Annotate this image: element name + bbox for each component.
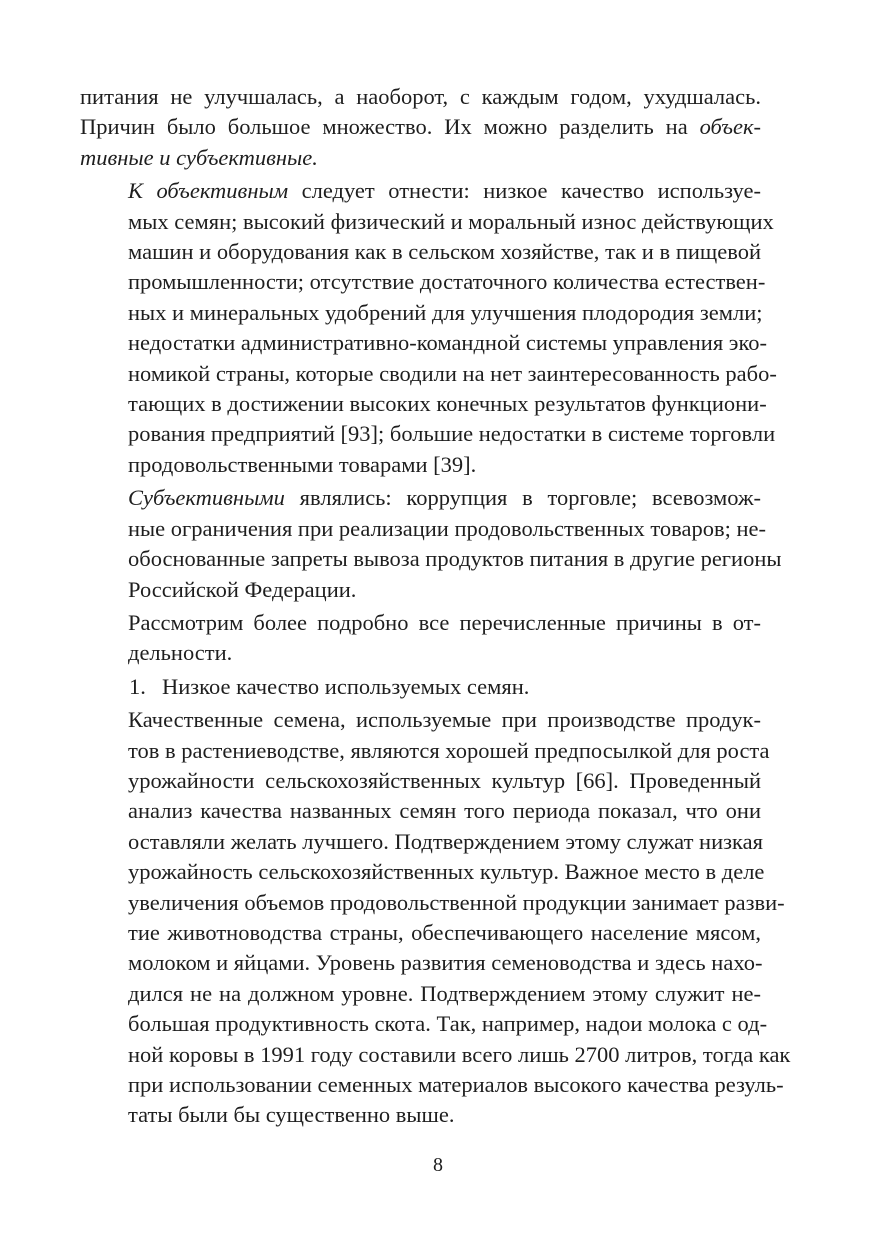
text-line: рования предприятий [93]; большие недостатки в системе торговли <box>128 421 776 447</box>
text-line: дельности. <box>128 640 233 666</box>
text-span: следует отнести: низкое качество используе- <box>288 178 761 204</box>
text-line <box>80 112 761 142</box>
italic-term: объек- <box>699 114 761 140</box>
text-line: ных и минеральных удобрений для улучшения плодородия земли; <box>128 299 763 325</box>
italic-term: К объективным <box>128 178 289 204</box>
text-line: урожайность сельскохозяйственных культур. Важное место в деле <box>128 859 765 885</box>
text-line: при использовании семенных материалов высокого качества резуль- <box>128 1072 784 1097</box>
text-line: урожайности сельскохозяйственных культур [66]. Проведенный <box>128 767 761 793</box>
paragraph-1 <box>80 82 761 173</box>
paragraph-3 <box>80 483 782 605</box>
text-line: питания не улучшалась, а наоборот, с каждым годом, ухудшалась. <box>80 84 761 109</box>
text-line: Российской Федерации. <box>128 576 357 602</box>
text-line: продовольственными товарами [39]. <box>128 451 477 477</box>
text-line: анализ качества названных семян того периода показал, что они <box>128 798 761 824</box>
text-line: недостатки административно-командной системы управления эко- <box>128 330 767 356</box>
text-line: Рассмотрим более подробно все перечисленные причины в от- <box>128 609 761 635</box>
text-line: Качественные семена, используемые при производстве продук- <box>128 707 761 733</box>
text-line: обоснованные запреты вывоза продуктов питания в другие регионы <box>128 546 782 572</box>
body-text <box>80 82 791 1134</box>
text-line <box>80 483 761 513</box>
paragraph-5 <box>80 705 791 1131</box>
text-line: ные ограничения при реализации продовольственных товаров; не- <box>128 515 766 541</box>
text-line: тающих в достижении высоких конечных результатов функциони- <box>128 391 767 417</box>
list-item <box>80 672 761 702</box>
text-span: Причин было большое множество. Их можно разделить на <box>80 114 700 140</box>
text-line: тов в растениеводстве, являются хорошей предпосылкой для роста <box>128 737 770 763</box>
text-line: ной коровы в 1991 году составили всего лишь 2700 литров, тогда как <box>128 1041 791 1067</box>
text-line: мых семян; высокий физический и моральный износ действующих <box>128 208 774 234</box>
paragraph-4 <box>80 608 761 669</box>
page-number: 8 <box>433 1154 443 1176</box>
text-line: молоком и яйцами. Уровень развития семеноводства и здесь нахо- <box>128 950 763 976</box>
text-line: таты были бы существенно выше. <box>128 1102 455 1128</box>
italic-term: Субъективными <box>128 485 285 511</box>
list-number: 1. <box>129 673 146 699</box>
list-item-text: Низкое качество используемых семян. <box>162 673 530 699</box>
text-line: тие животноводства страны, обеспечивающего население мясом, <box>128 919 761 945</box>
text-line: увеличения объемов продовольственной продукции занимает разви- <box>128 889 785 915</box>
text-span: являлись: коррупция в торговле; всевозмож- <box>284 485 761 511</box>
text-line: промышленности; отсутствие достаточного количества естествен- <box>128 269 766 295</box>
text-line: машин и оборудования как в сельском хозяйстве, так и в пищевой <box>128 239 761 265</box>
text-line: большая продуктивность скота. Так, например, надои молока с од- <box>128 1011 768 1037</box>
paragraph-2 <box>80 176 777 480</box>
text-line: номикой страны, которые сводили на нет заинтересованность рабо- <box>128 360 777 386</box>
text-line: оставляли желать лучшего. Подтверждением этому служат низкая <box>128 828 763 854</box>
italic-term: тивные и субъективные. <box>80 144 318 170</box>
text-line: дился не на должном уровне. Подтверждением этому служит не- <box>128 980 761 1006</box>
text-line <box>80 176 761 206</box>
